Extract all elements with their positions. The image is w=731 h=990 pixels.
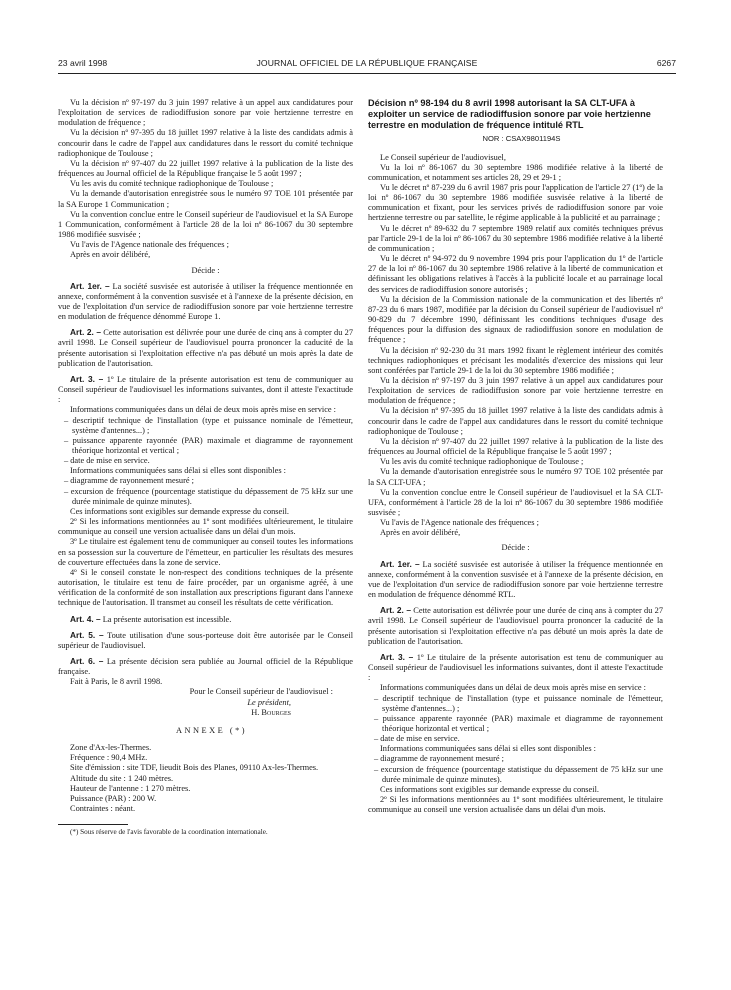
article-label: Art. 5. – [70, 629, 104, 640]
info-list [368, 754, 663, 784]
article-6 [58, 656, 353, 677]
info-heading: Informations communiquées dans un délai de deux mois après mise en service : [70, 405, 337, 415]
article-text: La présente décision sera publiée au Journal officiel de la République française. [58, 656, 353, 677]
info-heading: Informations communiquées dans un délai de deux mois après mise en service : [380, 683, 647, 693]
article-label: Art. 2. – [380, 605, 411, 616]
considerant: Vu la décision nº 97-395 du 18 juillet 1997 relative à la liste des candidats admis à concourir dans le cadre de l'appel aux candidatures dans le ressort du comité technique radiophonique de Toulouse ; [368, 406, 663, 436]
considerant: Vu la décision nº 92-230 du 31 mars 1992 fixant le règlement intérieur des comités techniques radiophoniques et précisant les modalités d'exercice des missions qui leur sont conférées par l'article 29-1 de la loi du 30 septembre 1986 modifiée ; [368, 345, 663, 375]
considerant: Vu la demande d'autorisation enregistrée sous le numéro 97 TOE 101 présentée par la SA Europe 1 Communication ; [58, 189, 353, 209]
considerant: Vu les avis du comité technique radiophonique de Toulouse ; [380, 457, 584, 467]
considerant: Vu la décision nº 97-197 du 3 juin 1997 relative à un appel aux candidatures pour l'exploitation de services de radiodiffusion sonore par voie hertzienne terrestre en modulation de fréquence ; [58, 98, 353, 128]
considerant: Vu la décision nº 97-197 du 3 juin 1997 relative à un appel aux candidatures pour l'exploitation de services de radiodiffusion sonore par voie hertzienne terrestre en modulation de fréquence ; [368, 375, 663, 406]
page-header [58, 58, 676, 72]
info-list [58, 416, 353, 467]
done-at: Fait à Paris, le 8 avril 1998. [70, 677, 163, 687]
decide-heading: Décide : [501, 543, 530, 553]
considerant: Vu l'avis de l'Agence nationale des fréquences ; [380, 518, 539, 528]
point-4: 4º Si le conseil constate le non-respect des conditions techniques de la présente autorisation, le titulaire est tenu de faire procéder, par un organisme agréé, à une vérification de la conformité de son installation aux prescriptions figurant dans l'annexe technique de l'autorisation. Il transmet au conseil les résultats de cette vérification. [58, 567, 353, 608]
annex-line: Puissance (PAR) : 200 W. [70, 793, 157, 803]
annex-line: Fréquence : 90,4 MHz. [70, 753, 148, 763]
article-label: Art. 6. – [70, 655, 104, 666]
annex-line: Altitude du site : 1 240 mètres. [70, 773, 174, 783]
list-item: – date de mise en service. [374, 734, 460, 744]
list-item: – excursion de fréquence (pourcentage statistique du dépassement de 75 kHz sur une durée minimale de quinze minutes). [64, 486, 353, 506]
info-list [368, 694, 663, 745]
considerant: Vu la convention conclue entre le Conseil supérieur de l'audiovisuel et la SA Europe 1 Communication, conformément à l'article 28 de la loi nº 86-1067 du 30 septembre 1986 modifiée susvisée ; [58, 209, 353, 240]
list-item: – puissance apparente rayonnée (PAR) maximale et diagramme de rayonnement théorique horizontal et vertical ; [64, 435, 353, 455]
info-note: Ces informations sont exigibles sur demande expresse du conseil. [380, 784, 599, 794]
article-4 [58, 614, 353, 625]
article-label: Art. 3. – [380, 651, 414, 662]
annex-heading: ANNEXE (*) [175, 725, 248, 735]
article-1 [58, 281, 353, 323]
header-rule [58, 73, 676, 74]
considerant: Vu la décision nº 97-407 du 22 juillet 1997 relative à la publication de la liste des fréquences au Journal officiel de la République française le 5 août 1997 ; [58, 158, 353, 179]
annex-line: Zone d'Ax-les-Thermes. [70, 743, 152, 753]
article-3 [368, 652, 663, 683]
decide-heading: Décide : [191, 265, 220, 275]
considerant: Vu la décision nº 97-395 du 18 juillet 1997 relative à la liste des candidats admis à concourir dans le cadre de l'appel aux candidatures dans le ressort du comité technique radiophonique de Toulouse ; [58, 128, 353, 158]
article-text: Toute utilisation d'une sous-porteuse doit être autorisée par le Conseil supérieur de l'audiovisuel. [58, 630, 354, 650]
point-3: 3º Le titulaire est également tenu de communiquer au conseil toutes les informations en sa possession sur la couverture de l'émetteur, en particulier les résultats des mesures de couverture effectuées dans la zone de service. [58, 537, 353, 567]
article-5 [58, 630, 353, 651]
considerant: Vu le décret nº 87-239 du 6 avril 1987 pris pour l'application de l'article 27 (1º) de la loi nº 86-1067 du 30 septembre 1986 modifiée susvisée relative à la liberté de communication et fixant, pour les services privés de radiodiffusion sonore par voie hertzienne terrestre ou par satellite, le régime applicable à la publicité et au parrainage ; [368, 183, 663, 223]
article-text: La présente autorisation est incessible. [102, 614, 232, 624]
point-2: 2º Si les informations mentionnées au 1º sont modifiées ultérieurement, le titulaire communique au conseil une version actualisée dans un délai d'un mois. [58, 517, 353, 537]
considerant: Vu la convention conclue entre le Conseil supérieur de l'audiovisuel et la SA CLT-UFA, conformément à l'article 28 de la loi nº 86-1067 du 30 septembre 1986 modifiée susvisée ; [368, 487, 663, 518]
footnote-rule [58, 824, 128, 825]
article-text: Cette autorisation est délivrée pour une durée de cinq ans à compter du 27 avril 1998. Le Conseil supérieur de l'audiovisuel pourra prononcer la caducité de la présente autorisation si l'exploitation effective n'a pas débuté un mois après la date de publication de l'autorisation. [58, 328, 353, 368]
article-label: Art. 1er. – [380, 558, 420, 569]
considerant: Vu le décret nº 89-632 du 7 septembre 1989 relatif aux comités techniques prévus par l'article 29-1 de la loi nº 86-1067 du 30 septembre 1986 modifiée relative à la liberté de communication ; [368, 223, 663, 253]
list-item: – diagramme de rayonnement mesuré ; [64, 476, 194, 486]
signature-title: Le président, [247, 697, 291, 707]
article-label: Art. 1er. – [70, 280, 110, 291]
list-item: – date de mise en service. [64, 456, 150, 466]
list-item: – puissance apparente rayonnée (PAR) maximale et diagramme de rayonnement théorique horizontal et vertical ; [374, 713, 663, 733]
article-text: 1º Le titulaire de la présente autorisation est tenu de communiquer au Conseil supérieur de l'audiovisuel les informations suivantes, dont il atteste l'exactitude : [58, 374, 353, 405]
list-item: – descriptif technique de l'installation (type et puissance nominale de l'émetteur, système d'antennes...) ; [64, 415, 353, 435]
preamble: Le Conseil supérieur de l'audiovisuel, [380, 152, 506, 162]
page-number: 6267 [656, 58, 676, 68]
article-2 [368, 605, 663, 647]
issue-date: 23 avril 1998 [58, 58, 108, 68]
info-heading: Informations communiquées sans délai si elles sont disponibles : [380, 744, 596, 754]
annex-line: Contraintes : néant. [70, 804, 136, 813]
annex-line: Site d'émission : site TDF, lieudit Bois des Planes, 09110 Ax-les-Thermes. [70, 763, 319, 773]
right-column [368, 98, 663, 815]
considerant: Après en avoir délibéré, [380, 528, 461, 538]
considerant: Vu la décision de la Commission nationale de la communication et des libertés nº 87-23 du 6 mars 1987, modifiée par la décision du Conseil supérieur de l'audiovisuel nº 90-829 du 7 décembre 1990, définissant les conditions techniques d'usage des fréquences pour la diffusion des signaux de radiodiffusion sonore en modulation de fréquence ; [368, 294, 663, 345]
article-text: La société susvisée est autorisée à utiliser la fréquence mentionnée en annexe, conformément à la convention susvisée et à l'annexe de la présente décision, en vue de l'exploitation d'un service de radiodiffusion sonore par voie hertzienne terrestre en modulation de fréquence dénommé Europe 1. [58, 281, 353, 322]
article-text: Cette autorisation est délivrée pour une durée de cinq ans à compter du 27 avril 1998. Le Conseil supérieur de l'audiovisuel pourra prononcer la caducité de la présente autorisation si l'exploitation effective n'a pas débuté un mois après la date de publication de l'autorisation. [368, 606, 663, 646]
nor-reference: NOR : CSAX9801194S [482, 134, 561, 144]
considerant: Vu l'avis de l'Agence nationale des fréquences ; [70, 240, 229, 250]
list-item: – descriptif technique de l'installation (type et puissance nominale de l'émetteur, système d'antennes...) ; [374, 693, 663, 713]
info-list [58, 476, 353, 506]
article-1 [368, 559, 663, 601]
info-heading: Informations communiquées sans délai si elles sont disponibles : [70, 466, 286, 476]
considerant: Vu la loi nº 86-1067 du 30 septembre 1986 modifiée relative à la liberté de communication, et notamment ses articles 28, 29 et 29-1 ; [368, 162, 663, 182]
signature-line: Pour le Conseil supérieur de l'audiovisuel : [189, 687, 333, 697]
decision-title: Décision nº 98-194 du 8 avril 1998 autorisant la SA CLT-UFA à exploiter un service de radiodiffusion sonore par voie hertzienne terrestre en modulation de fréquence intitulé RTL [368, 98, 651, 130]
considerant: Vu le décret nº 94-972 du 9 novembre 1994 pris pour l'application du 1º de l'article 27 de la loi nº 86-1067 du 30 septembre 1986 relative à la liberté de communication et définissant les obligations relatives à l'accès à la publicité locale et au parrainage local des services de radiodiffusion sonore autorisés ; [368, 254, 663, 294]
article-3 [58, 374, 353, 405]
list-item: – diagramme de rayonnement mesuré ; [374, 754, 504, 764]
considerant: Vu la décision nº 97-407 du 22 juillet 1997 relative à la publication de la liste des fréquences au Journal officiel de la République française le 5 août 1997 ; [368, 436, 663, 457]
article-label: Art. 2. – [70, 327, 101, 338]
annex-line: Hauteur de l'antenne : 1 270 mètres. [70, 783, 191, 793]
considerant: Vu la demande d'autorisation enregistrée sous le numéro 97 TOE 102 présentée par la SA CLT-UFA ; [368, 467, 663, 487]
info-note: Ces informations sont exigibles sur demande expresse du conseil. [70, 506, 289, 516]
left-column [58, 98, 353, 837]
considerant: Après en avoir délibéré, [70, 250, 151, 260]
article-text: 1º Le titulaire de la présente autorisation est tenu de communiquer au Conseil supérieur de l'audiovisuel les informations suivantes, dont il atteste l'exactitude : [368, 652, 663, 683]
considerant: Vu les avis du comité technique radiophonique de Toulouse ; [70, 179, 274, 189]
article-2 [58, 327, 353, 369]
article-label: Art. 3. – [70, 373, 104, 384]
article-text: La société susvisée est autorisée à utiliser la fréquence mentionnée en annexe, conformément à la convention susvisée et à l'annexe de la présente décision, en vue de l'exploitation d'un service de radiodiffusion sonore par voie hertzienne terrestre en modulation de fréquence dénommé RTL. [368, 559, 663, 600]
article-label: Art. 4. – [70, 613, 101, 624]
journal-title: JOURNAL OFFICIEL DE LA RÉPUBLIQUE FRANÇAISE [256, 58, 478, 68]
footnote: (*) Sous réserve de l'avis favorable de la coordination internationale. [70, 828, 268, 837]
signature-name: H. Bourges [251, 707, 291, 717]
point-2: 2º Si les informations mentionnées au 1º sont modifiées ultérieurement, le titulaire communique au conseil une version actualisée dans un délai d'un mois. [368, 795, 663, 815]
list-item: – excursion de fréquence (pourcentage statistique du dépassement de 75 kHz sur une durée minimale de quinze minutes). [374, 764, 663, 784]
